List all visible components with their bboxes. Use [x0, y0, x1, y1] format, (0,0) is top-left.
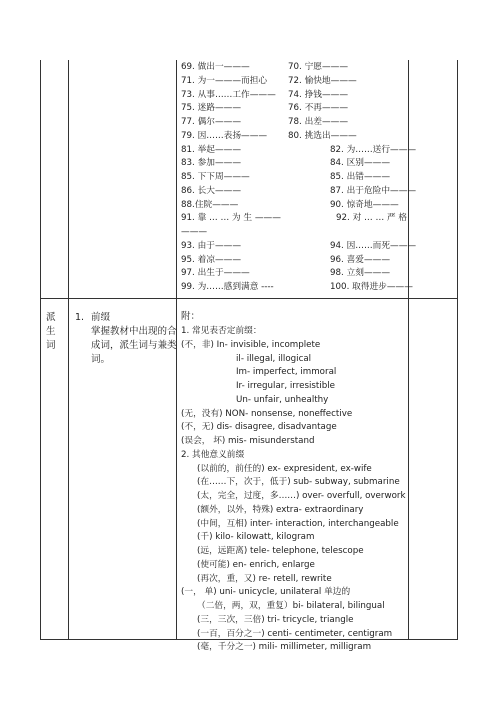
vocab-item: 98. 立刻———	[330, 268, 391, 279]
table-row-divider	[40, 298, 458, 299]
vocab-item: 99. 为……感到满意 ----	[181, 282, 274, 292]
appendix-heading: 附：	[181, 311, 201, 322]
appendix-line: (使可能) en- enrich, enlarge	[197, 559, 315, 570]
appendix-line: （二倍，两，双，重复）bi- bilateral, bilingual	[197, 601, 385, 611]
appendix-line: Im- imperfect, immoral	[236, 367, 337, 378]
vocab-item: 96. 喜爱———	[330, 254, 391, 265]
vocab-item: 94. 因……而死———	[330, 240, 417, 251]
appendix-line: (无，没有) NON- nonsense, noneffective	[181, 408, 353, 419]
appendix-line: il- illegal, illogical	[236, 353, 312, 364]
appendix-line: (毫，千分之一) mili- millimeter, milligram	[197, 642, 372, 653]
vocab-item: ———	[181, 227, 208, 237]
appendix-line: (远，远距离) tele- telephone, telescope	[197, 546, 364, 556]
appendix-line: 2. 其他意义前缀	[181, 449, 245, 460]
vocab-item: 80. 挑选出———	[288, 130, 357, 141]
vocab-item: 95. 着凉———	[181, 254, 242, 265]
vocab-item: 77. 偶尔———	[181, 117, 242, 127]
vocab-item: 81. 举起———	[181, 144, 242, 155]
vocab-item: 71. 为一———而担心	[181, 75, 268, 86]
appendix-line: (一百，百分之一) centi- centimeter, centigram	[197, 628, 393, 639]
table-border-right	[457, 60, 458, 640]
appendix-line: (太，完全，过度，多……) over- overfull, overwork	[197, 491, 406, 501]
appendix-line: (再次，重，又) re- retell, rewrite	[197, 573, 332, 584]
vocab-item: 70. 宁愿———	[288, 62, 349, 72]
vocab-item: 74. 挣钱———	[288, 89, 349, 100]
section-desc-line: 掌握教材中出现的合	[91, 326, 177, 337]
vocab-item: 91. 靠 … … 为 生 ———	[181, 213, 281, 224]
vocab-left-column	[181, 61, 286, 295]
appendix-line: (误会， 坏) mis- misunderstand	[181, 436, 315, 446]
vocab-item: 90. 惊奇地———	[330, 199, 399, 210]
vocab-item: 73. 从事……工作———	[181, 89, 276, 100]
vocab-item: 76. 不再———	[288, 103, 349, 114]
appendix-line: (一， 单) uni- unicycle, unilateral 单边的	[181, 587, 351, 598]
vocab-item: 72. 愉快地———	[288, 75, 357, 86]
vocab-item: 87. 出于危险中———	[330, 185, 417, 196]
section-number: 1.	[75, 312, 85, 323]
vocab-item: 79. 因……表扬———	[181, 130, 268, 141]
vocab-item: 85. 下下周———	[181, 172, 250, 182]
section-label-char: 词	[46, 340, 56, 351]
appendix-line: (以前的，前任的) ex- expresident, ex-wife	[197, 463, 372, 474]
vocab-item: 78. 出差———	[288, 117, 349, 127]
section-label-char: 生	[46, 326, 56, 337]
vocab-item: 86. 长大———	[181, 185, 242, 196]
vocab-item: 93. 由于———	[181, 240, 242, 251]
table-border-left	[40, 60, 41, 640]
vocab-right-column	[288, 61, 417, 295]
section-label-char: 派	[46, 312, 56, 323]
appendix-line: 1. 常见表否定前缀：	[181, 326, 262, 336]
table-divider-1	[68, 60, 69, 640]
vocab-item: 85. 出错———	[330, 172, 391, 182]
appendix-line: (中间，互相) inter- interaction, interchangeable	[197, 518, 399, 529]
vocab-item: 100. 取得进步———	[330, 282, 413, 292]
vocab-item	[288, 226, 406, 240]
vocab-item: 82. 为……送行———	[330, 144, 417, 155]
appendix-line: (千) kilo- kilowatt, kilogram	[197, 532, 315, 543]
appendix-line: Un- unfair, unhealthy	[236, 394, 329, 405]
appendix-line: (额外，以外，特殊) extra- extraordinary	[197, 504, 364, 515]
vocab-item: 97. 出生于———	[181, 268, 250, 279]
vocab-item: 88.住院———	[181, 199, 239, 210]
section-desc-line: 成词，派生词与兼类	[91, 340, 177, 351]
vocab-item: 83. 参加———	[181, 158, 242, 169]
vocab-item: 84. 区别———	[330, 158, 391, 169]
appendix-line: (不，非) In- invisible, incomplete	[181, 339, 321, 350]
appendix-line: (三，三次，三倍) tri- tricycle, triangle	[197, 614, 354, 625]
vocab-item: 92. 对 … … 严 格	[336, 213, 408, 224]
section-title: 前缀	[91, 312, 111, 323]
appendix-line: Ir- irregular, irresistible	[236, 381, 336, 391]
appendix-list	[181, 325, 407, 655]
appendix-line: (在……下，次于，低于) sub- subway, submarine	[197, 477, 400, 488]
vocab-item: 69. 做出一———	[181, 62, 250, 72]
section-desc-line: 词。	[91, 354, 111, 365]
appendix-line: (不，无) dis- disagree, disadvantage	[181, 422, 337, 433]
vocab-item: 75. 迷路———	[181, 103, 242, 114]
